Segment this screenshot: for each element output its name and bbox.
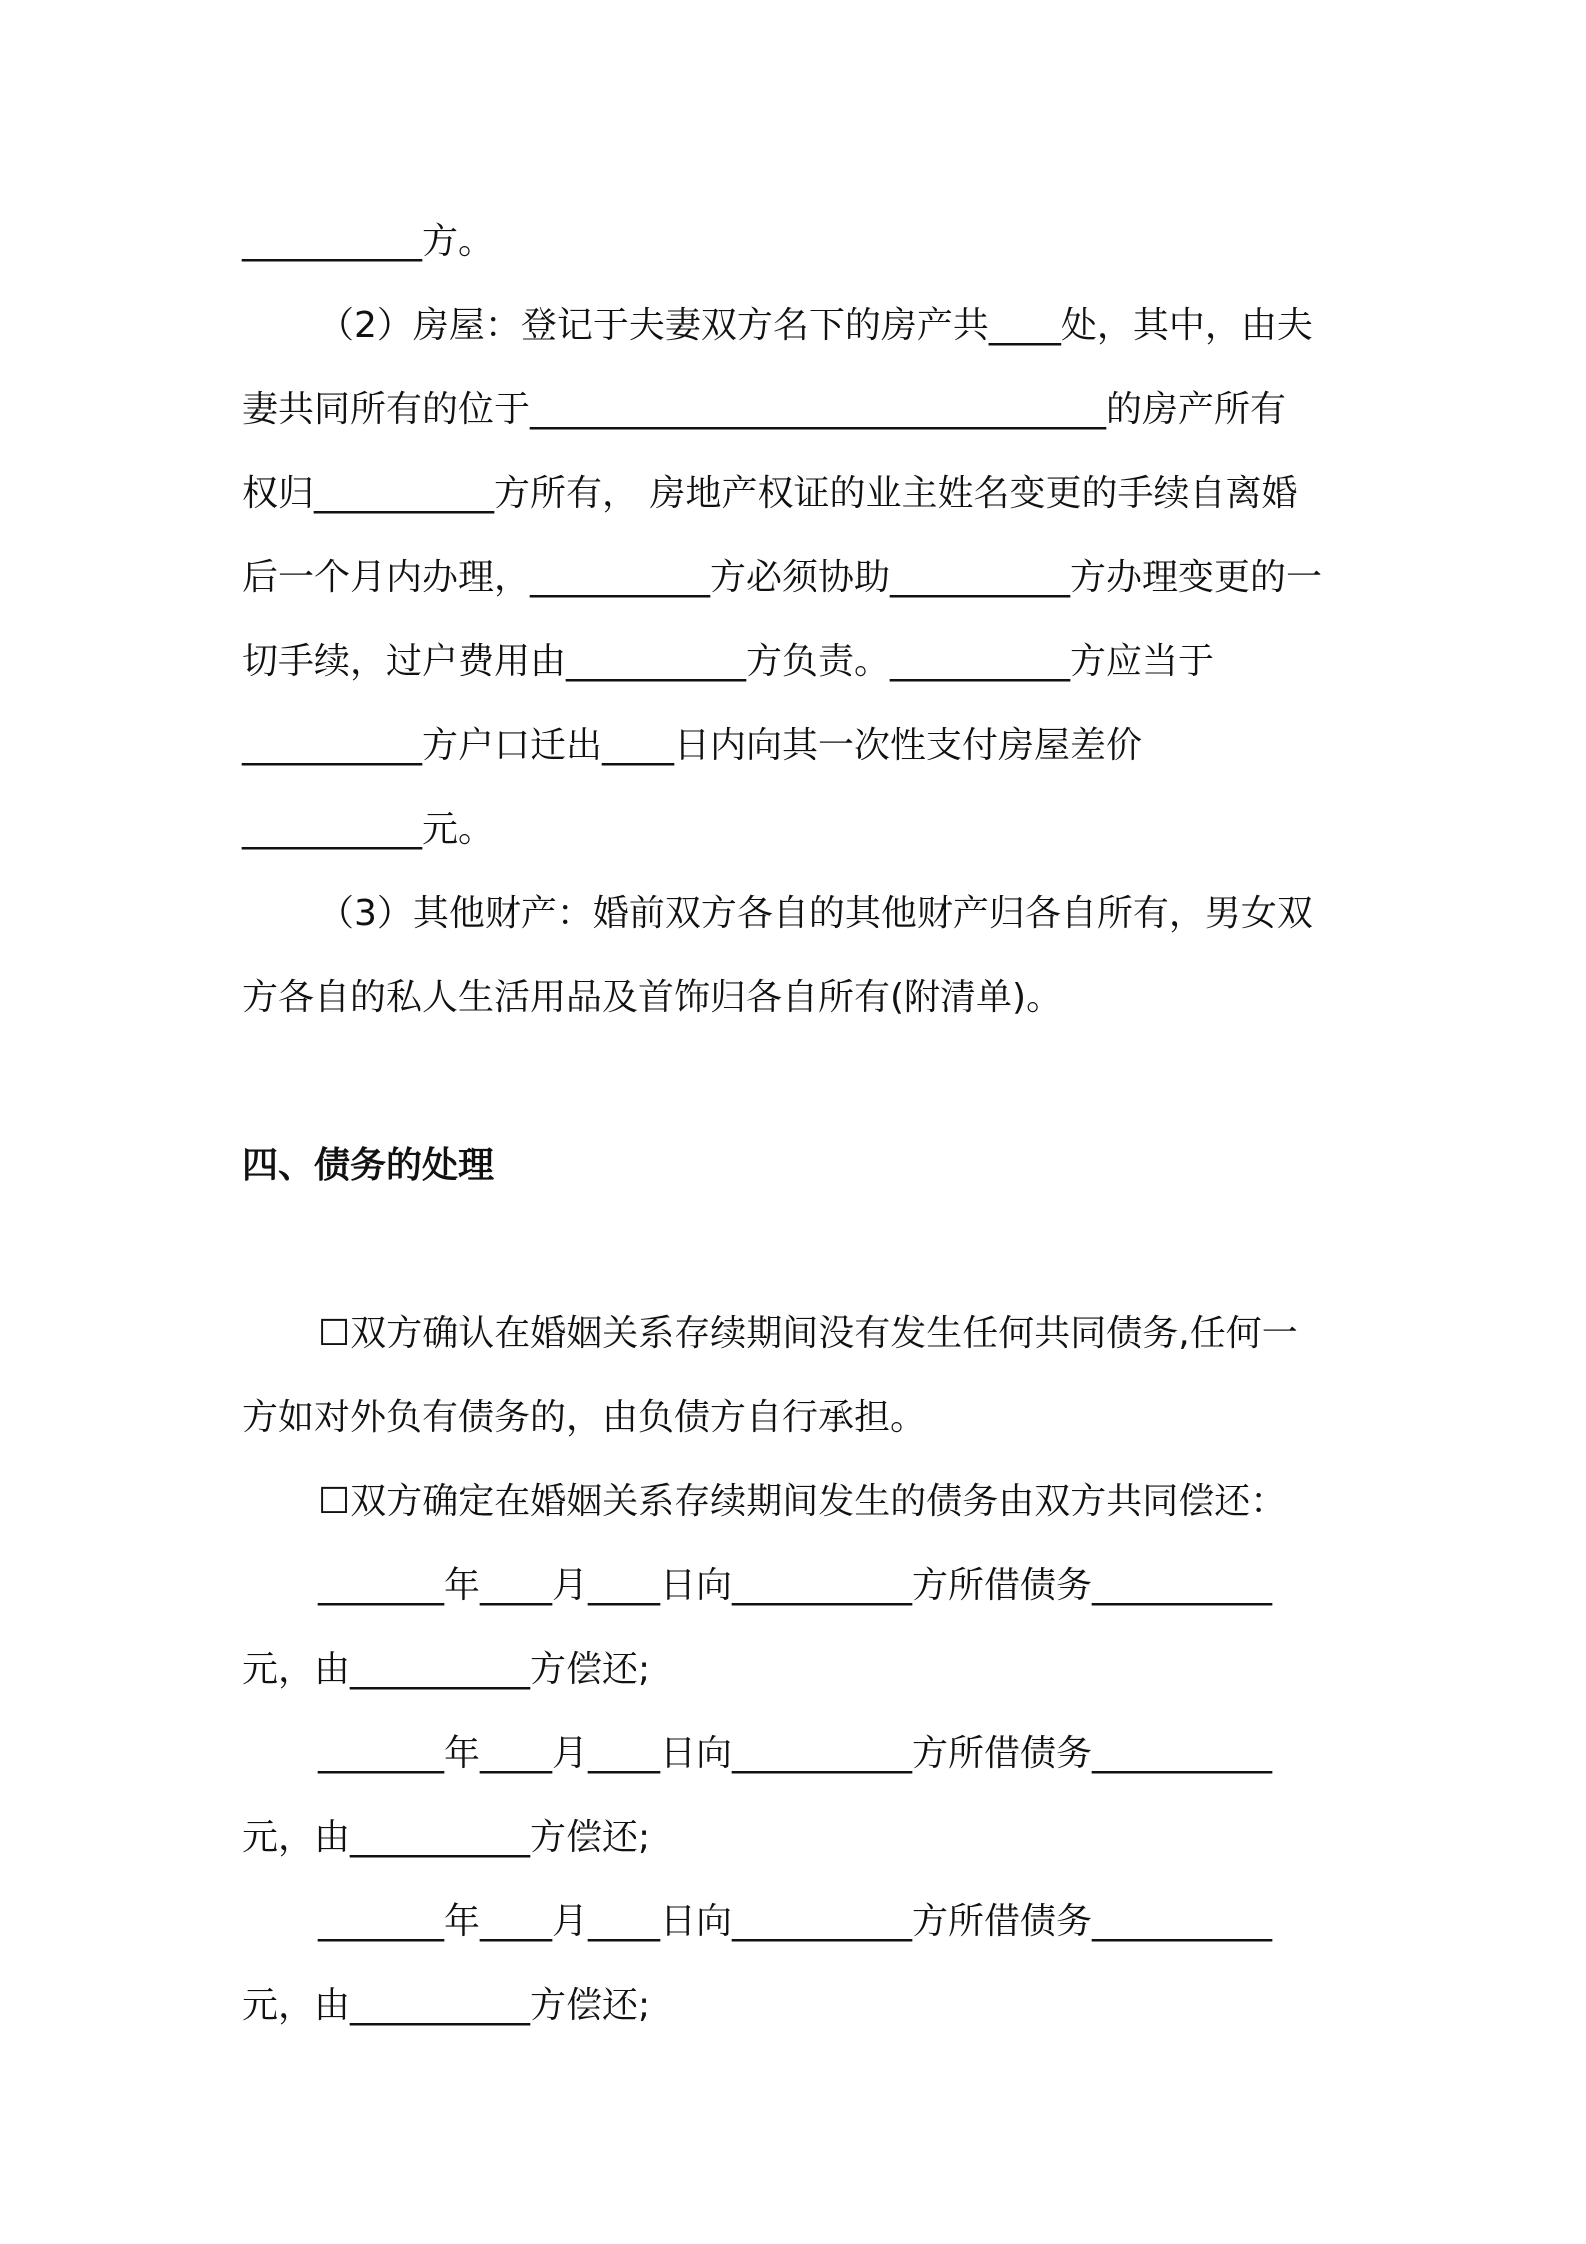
debt-entry (242, 1880, 1357, 2048)
debt-entries (242, 1544, 1357, 2048)
debt-option-2 (242, 1460, 1357, 1544)
debt-option-2-line-1: ☐双方确定在婚姻关系存续期间发生的债务由双方共同偿还： (318, 1481, 1287, 1522)
debt-entry-line-1: _______年____月____日向__________方所借债务__________ (318, 1733, 1273, 1774)
other-property-line-2: 方各自的私人生活用品及首饰归各自所有(附清单)。 (242, 977, 1063, 1018)
house-line-6: __________方户口迁出____日内向其一次性支付房屋差价 (242, 725, 1143, 766)
house-line-3: 权归__________方所有， 房地产权证的业主姓名变更的手续自离婚 (242, 473, 1298, 514)
house-line-4: 后一个月内办理，__________方必须协助__________方办理变更的一 (242, 557, 1323, 598)
other-property-line-1: （3）其他财产：婚前双方各自的其他财产归各自所有，男女双 (318, 893, 1313, 934)
debt-entry (242, 1544, 1357, 1712)
house-line-1: （2）房屋：登记于夫妻双方名下的房产共____处，其中，由夫 (318, 305, 1313, 346)
house-line-7: __________元。 (242, 809, 495, 850)
debt-entry-line-1: _______年____月____日向__________方所借债务__________ (318, 1565, 1273, 1606)
other-property-paragraph (242, 872, 1357, 1040)
debt-option-1-line-1: ☐双方确认在婚姻关系存续期间没有发生任何共同债务,任何一 (318, 1313, 1298, 1354)
house-line-2: 妻共同所有的位于________________________________的房产所有 (242, 389, 1287, 430)
debt-option-1 (242, 1292, 1357, 1460)
debt-entry-line-2: 元，由__________方偿还; (242, 1817, 651, 1858)
debt-entry-line-2: 元，由__________方偿还; (242, 1985, 651, 2026)
document-body (242, 200, 1357, 2048)
debt-entry-line-2: 元，由__________方偿还; (242, 1649, 651, 1690)
house-line-5: 切手续，过户费用由__________方负责。__________方应当于 (242, 641, 1215, 682)
house-paragraph (242, 284, 1357, 872)
debt-option-1-line-2: 方如对外负有债务的，由负债方自行承担。 (242, 1397, 927, 1438)
debt-entry-line-1: _______年____月____日向__________方所借债务__________ (318, 1901, 1273, 1942)
section4-heading: 四、债务的处理 (242, 1145, 495, 1186)
debt-entry (242, 1712, 1357, 1880)
section3-tail-line: __________方。 (242, 221, 495, 262)
